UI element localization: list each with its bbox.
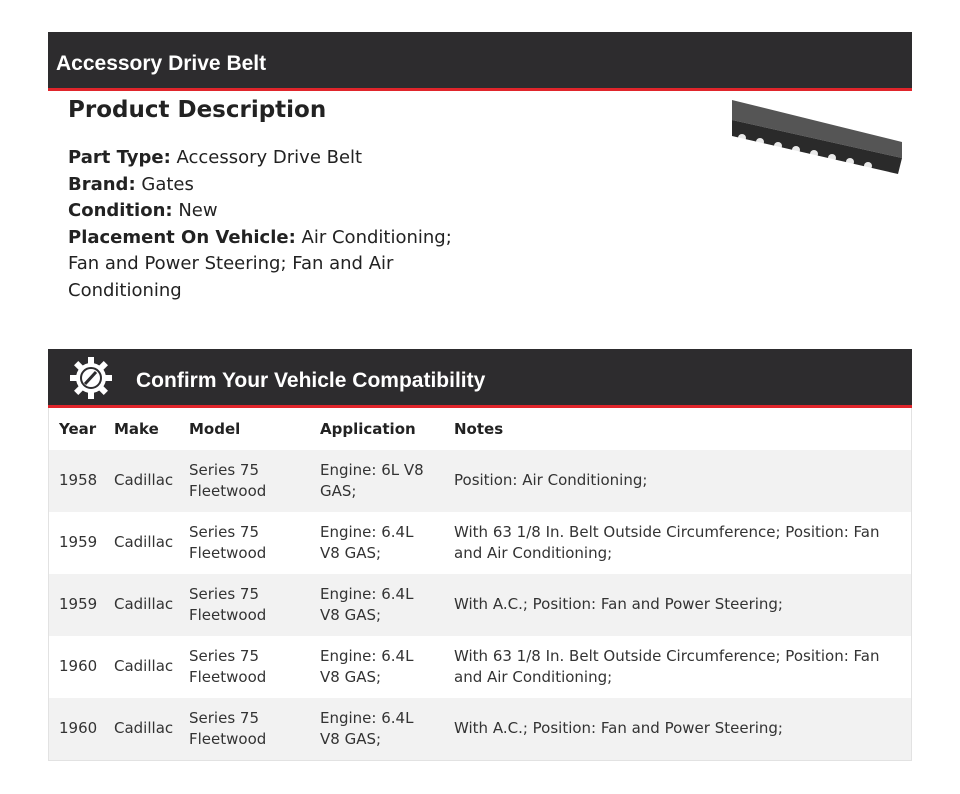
field-label: Condition: (68, 200, 173, 221)
description-heading: Product Description (68, 97, 327, 123)
field-label: Brand: (68, 173, 136, 195)
cell-make: Cadillac (104, 574, 179, 636)
cell-year: 1959 (59, 533, 98, 552)
compatibility-table (48, 408, 912, 761)
cell-notes: With 63 1/8 In. Belt Outside Circumference; Position: Fan and Air Conditioning; (454, 646, 880, 686)
column-header: Notes (454, 420, 504, 438)
gear-car-icon (70, 357, 112, 399)
cell-year: 1959 (49, 574, 105, 636)
cell-model: Series 75 Fleetwood (179, 574, 310, 636)
compatibility-bar (48, 349, 912, 408)
cell-make: Cadillac (114, 533, 174, 552)
field-value: Accessory Drive Belt (176, 147, 363, 168)
table-row (49, 512, 912, 574)
table-row (49, 450, 912, 512)
column-header: Application (320, 420, 416, 438)
belt-product-image (732, 100, 904, 178)
field-value: Gates (141, 173, 194, 195)
cell-model: Series 75 Fleetwood (179, 698, 310, 761)
table-row (49, 636, 912, 698)
column-header: Model (189, 420, 241, 438)
table-row (49, 574, 912, 636)
cell-make: Cadillac (104, 450, 179, 512)
field-label: Part Type: (68, 147, 171, 168)
cell-model: Series 75 Fleetwood (189, 522, 267, 562)
cell-application: Engine: 6.4L V8 GAS; (320, 646, 414, 686)
column-header: Make (114, 420, 159, 438)
cell-notes: With A.C.; Position: Fan and Power Steering; (444, 698, 912, 761)
cell-model: Series 75 Fleetwood (179, 450, 310, 512)
compatibility-title: Confirm Your Vehicle Compatibility (136, 369, 486, 392)
field-value: New (178, 200, 218, 221)
cell-application: Engine: 6.4L V8 GAS; (310, 698, 444, 761)
cell-make: Cadillac (104, 698, 179, 761)
cell-model: Series 75 Fleetwood (189, 646, 267, 686)
column-header: Year (59, 420, 97, 438)
cell-year: 1960 (49, 698, 105, 761)
table-row (49, 698, 912, 761)
cell-notes: Position: Air Conditioning; (444, 450, 912, 512)
cell-year: 1960 (59, 657, 98, 676)
cell-notes: With 63 1/8 In. Belt Outside Circumference; Position: Fan and Air Conditioning; (454, 522, 880, 562)
cell-application: Engine: 6.4L V8 GAS; (320, 522, 414, 562)
cell-notes: With A.C.; Position: Fan and Power Steering; (444, 574, 912, 636)
field-label: Placement On Vehicle: (68, 226, 296, 248)
field-value: Air Conditioning; Fan and Power Steering; Fan and Air Conditioning (68, 226, 452, 301)
product-title: Accessory Drive Belt (56, 52, 267, 75)
cell-make: Cadillac (114, 657, 174, 676)
cell-application: Engine: 6.4L V8 GAS; (310, 574, 444, 636)
cell-application: Engine: 6L V8 GAS; (310, 450, 444, 512)
product-title-bar (48, 32, 912, 91)
product-description (68, 97, 458, 304)
cell-year: 1958 (49, 450, 105, 512)
